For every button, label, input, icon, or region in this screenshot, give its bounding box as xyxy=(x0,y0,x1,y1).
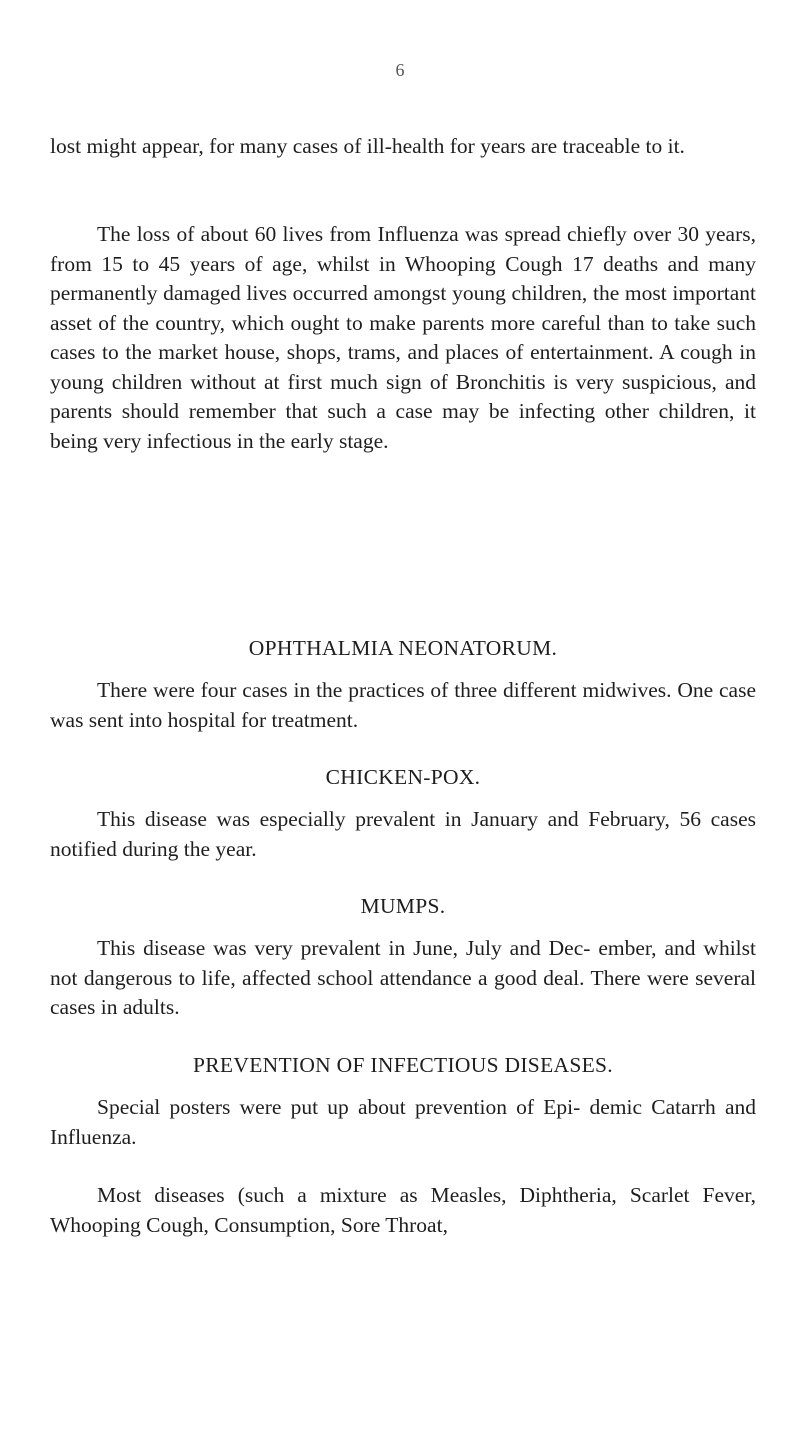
paragraph-special-posters: Special posters were put up about prevention of Epi- demic Catarrh and Influenza. xyxy=(50,1095,756,1149)
paragraph-continuation: lost might appear, for many cases of ill-health for years are traceable to it. xyxy=(50,134,685,158)
paragraph-chicken-pox: This disease was especially prevalent in January and February, 56 cases notified during the year. xyxy=(50,807,756,861)
heading-mumps: MUMPS. xyxy=(360,894,446,918)
heading-prevention: PREVENTION OF INFECTIOUS DISEASES. xyxy=(193,1053,613,1077)
page-number: 6 xyxy=(395,60,405,80)
paragraph-ophthalmia: There were four cases in the practices of three different midwives. One case was sent into hospital for treatment. xyxy=(50,678,756,732)
paragraph-most-diseases: Most diseases (such a mixture as Measles, Diphtheria, Scarlet Fever, Whooping Cough, Consumption, Sore Throat, xyxy=(50,1183,756,1237)
heading-chicken-pox: CHICKEN-POX. xyxy=(325,765,481,789)
paragraph-mumps: This disease was very prevalent in June, July and Dec- ember, and whilst not dangerous to life, affected school attendance a good deal. There were several cases in adults. xyxy=(50,936,756,1019)
paragraph-influenza-whooping-cough: The loss of about 60 lives from Influenza was spread chiefly over 30 years, from 15 to 45 years of age, whilst in Whooping Cough 17 deaths and many permanently damaged lives occurred amongst young children, the most important asset of the country, which ought to make parents more careful than to take such cases to the market house, shops, trams, and places of entertainment. A cough in young children without at first much sign of Bronchitis is very suspicious, and parents should remember that such a case may be infecting other children, it being very infectious in the early stage. xyxy=(50,222,756,453)
heading-ophthalmia-neonatorum: OPHTHALMIA NEONATORUM. xyxy=(248,636,558,660)
